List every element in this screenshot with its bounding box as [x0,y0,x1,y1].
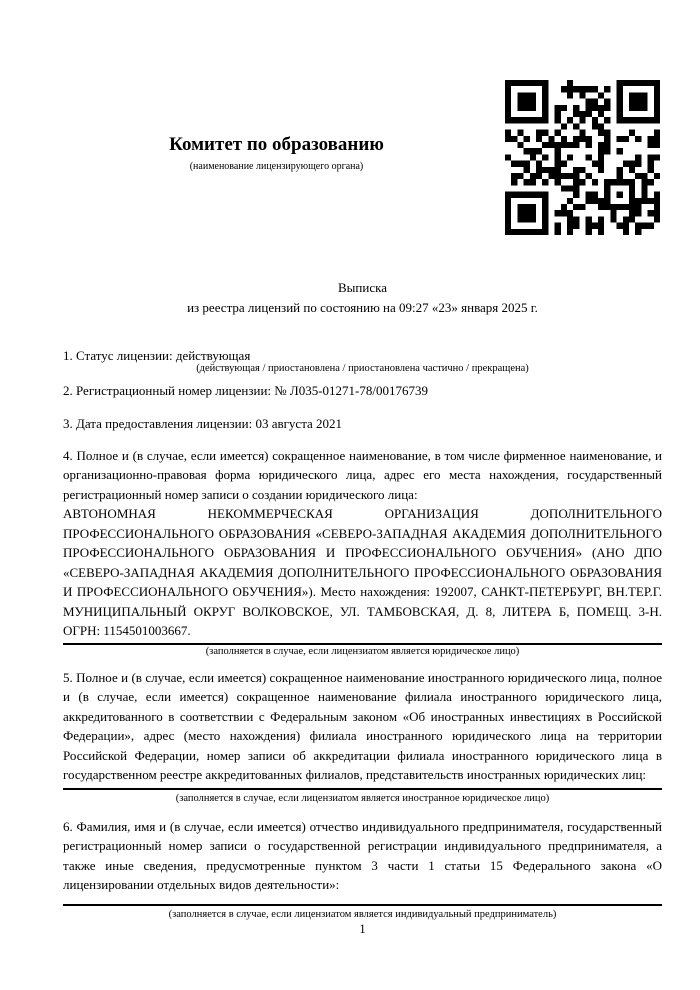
licensing-authority-name: Комитет по образованию [169,134,384,155]
document-title-line2: из реестра лицензий по состоянию на 09:27 «23» января 2025 г. [187,300,538,315]
licensing-authority-caption: (наименование лицензирующего органа) [189,161,364,172]
document-title-line1: Выписка [338,280,387,295]
item4-fill-caption: (заполняется в случае, если лицензиатом является юридическое лицо) [205,645,520,657]
license-status-line: 1. Статус лицензии: действующая [63,348,251,363]
item4-intro-paragraph: 4. Полное и (в случае, если имеется) сокращенное наименование, в том числе фирменное наименование, и организационно-правовая форма юридического лица, адрес его места нахождения, государственный регистрационный номер записи о создании юридического лица: [63,447,662,502]
divider-line-item6 [63,904,662,906]
document-content [63,0,662,936]
item5-fill-caption: (заполняется в случае, если лицензиатом является иностранное юридическое лицо) [175,792,550,804]
item4-organization-details: АВТОНОМНАЯ НЕКОММЕРЧЕСКАЯ ОРГАНИЗАЦИЯ ДОПОЛНИТЕЛЬНОГО ПРОФЕССИОНАЛЬНОГО ОБРАЗОВАНИЯ «СЕВЕРО-ЗАПАДНАЯ АКАДЕМИЯ ДОПОЛНИТЕЛЬНОГО ПРОФЕССИОНАЛЬНОГО ОБРАЗОВАНИЯ И ПРОФЕССИОНАЛЬНОГО ОБУЧЕНИЯ» (АНО ДПО «СЕВЕРО-ЗАПАДНАЯ АКАДЕМИЯ ДОПОЛНИТЕЛЬНОГО ПРОФЕССИОНАЛЬНОГО ОБРАЗОВАНИЯ И ПРОФЕССИОНАЛЬНОГО ОБУЧЕНИЯ»). Место нахождения: 192007, САНКТ-ПЕТЕРБУРГ, ВН.ТЕР.Г. МУНИЦИПАЛЬНЫЙ ОКРУГ ВОЛКОВСКОЕ, УЛ. ТАМБОВСКАЯ, Д. 8, ЛИТЕРА Б, ПОМЕЩ. 3-Н. ОГРН: 1154501003667. [63,506,662,638]
divider-line-item5 [63,788,662,790]
item6-fill-caption: (заполняется в случае, если лицензиатом является индивидуальный предприниматель) [168,908,557,920]
licensing-authority-header [63,0,490,173]
item6-paragraph: 6. Фамилия, имя и (в случае, если имеется) отчество индивидуального предпринимателя, государственный регистрационный номер записи о государственной регистрации индивидуального предпринимателя, а также иные сведения, предусмотренные пунктом 3 части 1 статьи 15 Федерального закона «О лицензировании отдельных видов деятельности»: [63,818,662,892]
page-number: 1 [359,922,366,936]
item5-paragraph: 5. Полное и (в случае, если имеется) сокращенное наименование иностранного юридического лица, полное и (в случае, если имеется) сокращенное наименование филиала иностранного юридического лица, аккредитованного в соответствии с Федеральным законом «Об иностранных инвестициях в Российской Федерации», адрес (место нахождения) филиала иностранного юридического лица на территории Российской Федерации, номер записи об аккредитации филиала иностранного юридического лица в государственном реестре аккредитованных филиалов, представительств иностранных юридических лиц: [63,669,662,782]
license-registration-number-line: 2. Регистрационный номер лицензии: № Л035-01271-78/00176739 [63,382,429,398]
document-title [63,278,662,318]
license-grant-date-line: 3. Дата предоставления лицензии: 03 августа 2021 [63,416,343,431]
license-status-options-caption: (действующая / приостановлена / приостановлена частично / прекращена) [196,362,529,374]
